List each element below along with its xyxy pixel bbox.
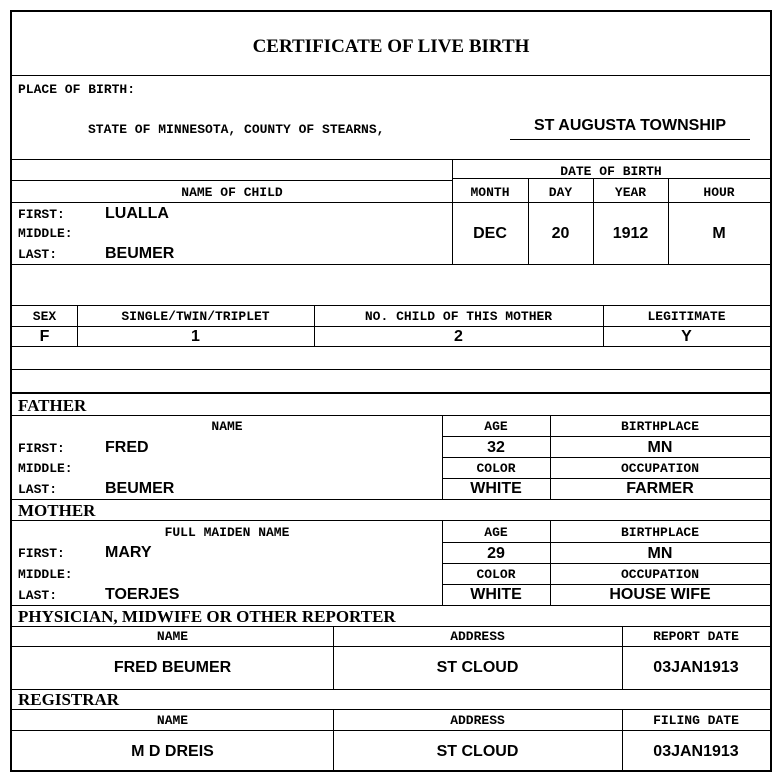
mother-age-label: AGE	[484, 525, 508, 540]
rule	[442, 563, 770, 564]
rule	[12, 346, 770, 347]
rule	[12, 75, 770, 76]
mother-color-value: WHITE	[470, 586, 522, 603]
mother-birthplace-value: MN	[647, 545, 673, 562]
registrar-name-label: NAME	[156, 713, 189, 728]
child-middle-label: MIDDLE:	[18, 226, 73, 241]
mother-birthplace-label: BIRTHPLACE	[620, 525, 699, 540]
rule	[442, 457, 770, 458]
birth-month-value: DEC	[473, 225, 507, 242]
mother-occupation-label: OCCUPATION	[620, 567, 699, 582]
rule	[442, 436, 770, 437]
father-age-label: AGE	[484, 419, 508, 434]
father-birthplace-value: MN	[647, 439, 673, 456]
child-number-value: 2	[454, 328, 463, 345]
rule	[12, 646, 770, 647]
father-name-header: NAME	[211, 419, 243, 434]
birth-year-value: 1912	[612, 225, 649, 242]
rule	[12, 369, 770, 370]
filing-date-label: FILING DATE	[653, 713, 739, 728]
rule	[12, 730, 770, 731]
filing-date-value: 03JAN1913	[653, 743, 739, 760]
rule	[12, 305, 770, 306]
father-color-value: WHITE	[470, 480, 522, 497]
physician-section-title: PHYSICIAN, MIDWIFE OR OTHER REPORTER	[18, 607, 396, 626]
father-first-name: FRED	[105, 439, 149, 456]
rule	[12, 202, 770, 203]
township-value: ST AUGUSTA TOWNSHIP	[510, 118, 750, 140]
father-first-label: FIRST:	[18, 441, 65, 456]
father-birthplace-label: BIRTHPLACE	[620, 419, 699, 434]
day-label: DAY	[548, 185, 573, 200]
sex-value: F	[39, 328, 50, 345]
child-number-label: NO. CHILD OF THIS MOTHER	[364, 309, 553, 324]
father-occupation-value: FARMER	[626, 480, 694, 497]
rule	[12, 499, 770, 500]
rule	[12, 392, 770, 394]
father-last-name: BEUMER	[105, 480, 175, 497]
legitimate-label: LEGITIMATE	[647, 309, 726, 324]
birth-certificate	[10, 10, 772, 772]
physician-name-label: NAME	[156, 629, 189, 644]
month-label: MONTH	[470, 185, 510, 200]
mother-occupation-value: HOUSE WIFE	[609, 586, 711, 603]
date-of-birth-header: DATE OF BIRTH	[560, 164, 662, 179]
registrar-name-value: M D DREIS	[131, 743, 214, 760]
rule	[442, 542, 770, 543]
physician-address-value: ST CLOUD	[436, 659, 519, 676]
father-occupation-label: OCCUPATION	[620, 461, 699, 476]
plurality-label: SINGLE/TWIN/TRIPLET	[121, 309, 270, 324]
registrar-address-label: ADDRESS	[450, 713, 505, 728]
report-date-label: REPORT DATE	[653, 629, 739, 644]
name-of-child-header: NAME OF CHILD	[181, 185, 283, 200]
rule	[442, 478, 770, 479]
child-last-name: BEUMER	[105, 245, 175, 262]
rule	[12, 709, 770, 710]
certificate-title: CERTIFICATE OF LIVE BIRTH	[252, 36, 530, 57]
year-label: YEAR	[614, 185, 647, 200]
sex-label: SEX	[32, 309, 57, 324]
report-date-value: 03JAN1913	[653, 659, 739, 676]
rule	[12, 159, 770, 160]
child-first-name: LUALLA	[105, 205, 169, 222]
mother-last-name: TOERJES	[105, 586, 180, 603]
place-of-birth-label: PLACE OF BIRTH:	[18, 82, 136, 97]
father-color-label: COLOR	[476, 461, 516, 476]
father-middle-label: MIDDLE:	[18, 461, 73, 476]
mother-middle-label: MIDDLE:	[18, 567, 73, 582]
rule	[12, 520, 770, 521]
rule	[12, 626, 770, 627]
rule	[442, 584, 770, 585]
rule	[12, 415, 770, 416]
child-last-label: LAST:	[18, 247, 58, 262]
plurality-value: 1	[191, 328, 200, 345]
mother-age-value: 29	[487, 545, 505, 562]
child-first-label: FIRST:	[18, 207, 65, 222]
physician-name-value: FRED BEUMER	[113, 659, 232, 676]
physician-address-label: ADDRESS	[450, 629, 505, 644]
legitimate-value: Y	[681, 328, 692, 345]
father-section-title: FATHER	[18, 396, 87, 415]
mother-name-header: FULL MAIDEN NAME	[164, 525, 290, 540]
birth-hour-value: M	[712, 225, 726, 242]
rule	[12, 605, 770, 606]
rule	[12, 689, 770, 690]
father-last-label: LAST:	[18, 482, 58, 497]
registrar-section-title: REGISTRAR	[18, 690, 120, 709]
mother-first-name: MARY	[105, 544, 152, 561]
mother-first-label: FIRST:	[18, 546, 65, 561]
birth-day-value: 20	[551, 225, 570, 242]
mother-section-title: MOTHER	[18, 501, 96, 520]
mother-color-label: COLOR	[476, 567, 516, 582]
mother-last-label: LAST:	[18, 588, 58, 603]
rule	[12, 326, 770, 327]
state-county-text: STATE OF MINNESOTA, COUNTY OF STEARNS,	[88, 122, 385, 137]
rule	[12, 180, 452, 181]
registrar-address-value: ST CLOUD	[436, 743, 519, 760]
father-age-value: 32	[487, 439, 505, 456]
rule	[12, 264, 770, 265]
hour-label: HOUR	[703, 185, 735, 200]
